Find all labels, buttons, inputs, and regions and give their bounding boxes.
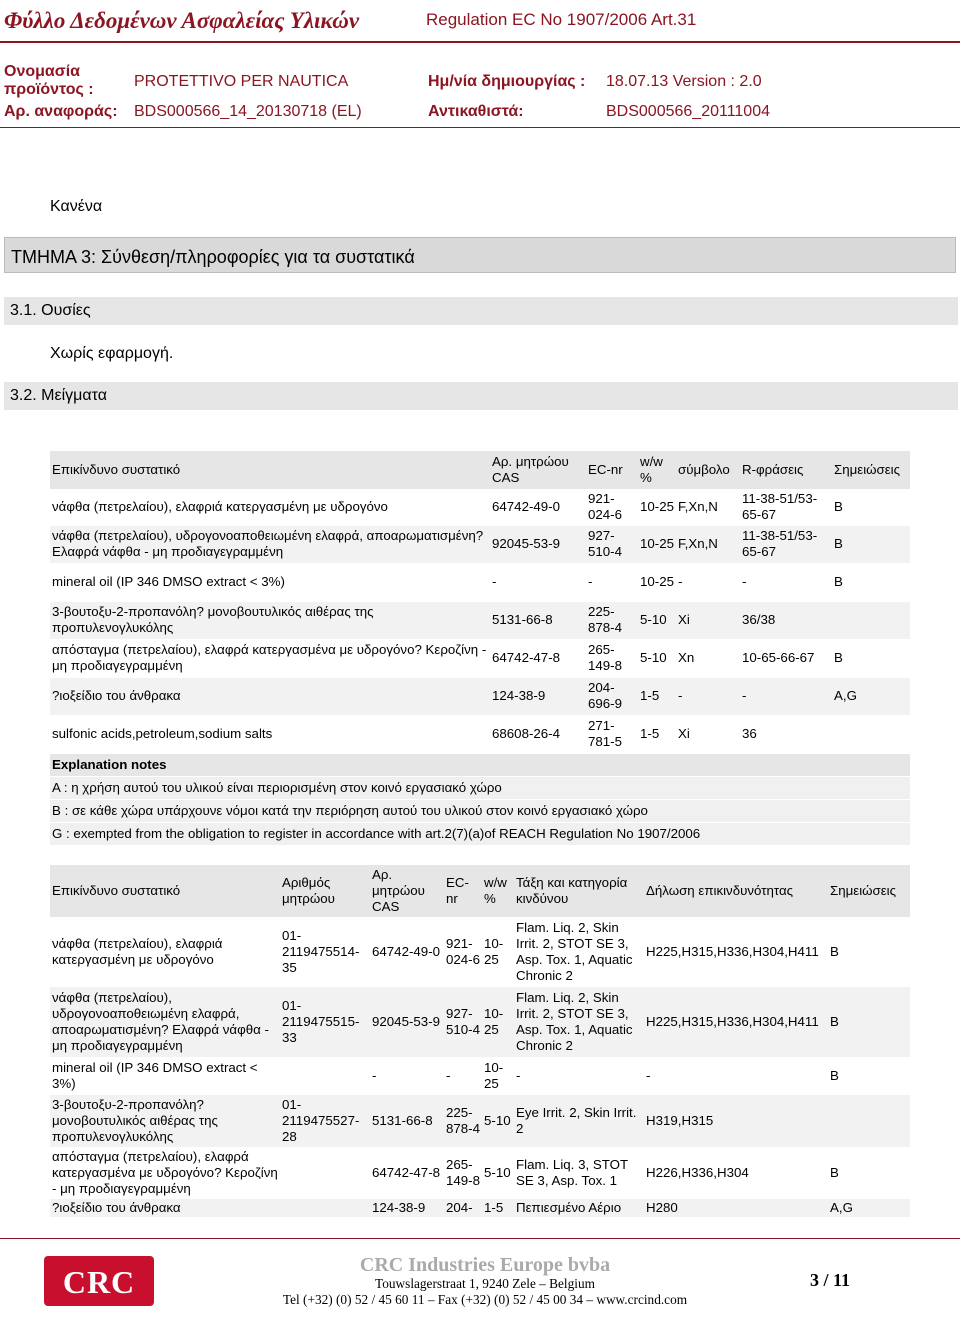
column-header: Επικίνδυνο συστατικό	[50, 451, 490, 489]
table-cell: 5-10	[484, 1165, 511, 1180]
table-cell: νάφθα (πετρελαίου), ελαφριά κατεργασμένη με υδρογόνο	[52, 936, 223, 967]
product-name: PROTETTIVO PER NAUTICA	[134, 73, 349, 90]
page-number: 3 / 11	[810, 1270, 851, 1290]
table-cell: νάφθα (πετρελαίου), ελαφριά κατεργασμένη με υδρογόνο	[50, 489, 490, 525]
table-cell: 64742-49-0	[490, 489, 586, 525]
mixtures-table-r-phrases	[50, 451, 910, 845]
table-row	[50, 525, 910, 563]
company-contact: Tel (+32) (0) 52 / 45 60 11 – Fax (+32) (0) 52 / 45 00 34 – www.crcind.com	[282, 1292, 688, 1307]
table-cell: 265-149-8	[446, 1157, 481, 1188]
table-cell: 36/38	[740, 601, 832, 639]
subsection-3-1	[4, 297, 958, 325]
column-header: Αριθμός μητρώου	[280, 865, 370, 917]
table-row	[50, 1199, 910, 1217]
table-cell: νάφθα (πετρελαίου), υδρογονοαποθειωμένη ελαφρά, αποαρωματισμένη? Ελαφρά νάφθα - μη προδιαγεγραμμένη	[52, 990, 269, 1053]
table-cell: B	[832, 639, 910, 677]
table-cell: -	[372, 1068, 377, 1083]
none-text: Κανένα	[50, 198, 103, 215]
creation-date-label: Ημ/νία δημιουργίας :	[428, 73, 586, 90]
document-title: Φύλλο Δεδομένων Ασφαλείας Υλικών	[4, 8, 360, 33]
table-cell: Eye Irrit. 2, Skin Irrit. 2	[516, 1105, 637, 1136]
table-cell: 204-696-9	[586, 677, 638, 715]
page-break-mask	[0, 1220, 960, 1238]
table-cell: 1-5	[638, 677, 676, 715]
table-cell: B	[830, 1165, 839, 1180]
table-cell	[832, 715, 910, 753]
table-cell: 64742-47-8	[490, 639, 586, 677]
table-cell: Flam. Liq. 2, Skin Irrit. 2, STOT SE 3, Asp. Tox. 1, Aquatic Chronic 2	[516, 920, 633, 983]
table-cell: -	[676, 677, 740, 715]
table-cell: 10-65-66-67	[740, 639, 832, 677]
table-cell: B	[830, 944, 839, 959]
table-cell: 10-25	[484, 1006, 504, 1037]
table-cell: 10-25	[484, 936, 504, 967]
table-cell: -	[490, 563, 586, 601]
table-cell	[280, 1147, 370, 1199]
crc-logo	[44, 1256, 154, 1306]
column-header: EC-nr	[444, 865, 482, 917]
table-cell: -	[586, 563, 638, 601]
table-cell: Πεπιεσμένο Αέριο	[516, 1200, 622, 1215]
table-cell: Xi	[676, 715, 740, 753]
table-row	[50, 917, 910, 987]
table-cell: 271-781-5	[586, 715, 638, 753]
table-cell: A,G	[830, 1200, 853, 1215]
table-cell: 3-βουτοξυ-2-προπανόλη? μονοβουτυλικός αιθέρας της προπυλενογλυκόλης	[50, 601, 490, 639]
section-3-title: ΤΜΗΜΑ 3: Σύνθεση/πληροφορίες για τα συστατικά	[11, 247, 415, 267]
table-cell: απόσταγμα (πετρελαίου), ελαφρά κατεργασμένα με υδρογόνο? Κεροζίνη - μη προδιαγεγραμμένη	[50, 639, 490, 677]
column-header: Σημειώσεις	[832, 451, 910, 489]
table-cell: 10-25	[484, 1060, 504, 1091]
table-cell: 5-10	[638, 601, 676, 639]
table-cell: 5131-66-8	[372, 1113, 433, 1128]
table-cell: 5131-66-8	[490, 601, 586, 639]
reference-label: Αρ. αναφοράς:	[4, 103, 118, 120]
table-cell: 01-2119475527-28	[282, 1097, 360, 1144]
table-cell: 225-878-4	[586, 601, 638, 639]
table-cell: H280	[646, 1200, 678, 1215]
table-cell: 5-10	[484, 1113, 511, 1128]
table-cell: B	[832, 489, 910, 525]
column-header: σύμβολο	[676, 451, 740, 489]
table-cell: 927-510-4	[586, 525, 638, 563]
column-header: Αρ. μητρώου CAS	[490, 451, 586, 489]
table-cell: 124-38-9	[490, 677, 586, 715]
column-header: R-φράσεις	[740, 451, 832, 489]
table-row	[50, 563, 910, 601]
table-cell: -	[740, 563, 832, 601]
column-header: Αρ. μητρώου CAS	[370, 865, 444, 917]
table-header-row	[50, 451, 910, 489]
note-row	[50, 822, 910, 845]
table-cell: F,Xn,N	[676, 525, 740, 563]
column-header: Τάξη και κατηγορία κινδύνου	[514, 865, 644, 917]
header-divider	[0, 41, 960, 43]
table-cell: F,Xn,N	[676, 489, 740, 525]
table-cell: 1-5	[484, 1200, 504, 1215]
table-cell: 68608-26-4	[490, 715, 586, 753]
table-cell: A,G	[832, 677, 910, 715]
subsection-3-2-title: 3.2. Μείγματα	[10, 387, 107, 404]
column-header: EC-nr	[586, 451, 638, 489]
table-cell: -	[676, 563, 740, 601]
table-cell: 225-878-4	[446, 1105, 481, 1136]
table-cell	[828, 1095, 910, 1147]
table-header-row	[50, 865, 910, 917]
table-row	[50, 1057, 910, 1095]
not-applicable-text: Χωρίς εφαρμογή.	[50, 345, 174, 362]
table-cell: Xi	[676, 601, 740, 639]
column-header: Σημειώσεις	[828, 865, 910, 917]
table-cell: 10-25	[638, 525, 676, 563]
table-cell: B	[832, 525, 910, 563]
table-cell: H319,H315	[646, 1113, 714, 1128]
table-row	[50, 987, 910, 1057]
company-name: CRC Industries Europe bvba	[359, 1254, 611, 1276]
table-row	[50, 601, 910, 639]
table-cell: 11-38-51/53-65-67	[740, 525, 832, 563]
table-cell: 92045-53-9	[372, 1014, 441, 1029]
table-row	[50, 1147, 910, 1199]
table-row	[50, 715, 910, 753]
note-row	[50, 776, 910, 799]
table-cell: mineral oil (IP 346 DMSO extract < 3%)	[50, 563, 490, 601]
table-cell: 3-βουτοξυ-2-προπανόλη? μονοβουτυλικός αιθέρας της προπυλενογλυκόλης	[52, 1097, 218, 1144]
table-cell	[832, 601, 910, 639]
table-cell: 204-	[446, 1200, 473, 1215]
table-cell: απόσταγμα (πετρελαίου), ελαφρά κατεργασμένα με υδρογόνο? Κεροζίνη - μη προδιαγεγραμμένη	[52, 1149, 278, 1196]
table-row	[50, 677, 910, 715]
table-cell: 927-510-4	[446, 1006, 481, 1037]
table-cell	[280, 1199, 370, 1217]
table-cell: 5-10	[638, 639, 676, 677]
regulation-ref: Regulation EC No 1907/2006 Art.31	[426, 10, 697, 29]
table-cell: ?ιοξείδιο του άνθρακα	[50, 677, 490, 715]
table-row	[50, 1095, 910, 1147]
explanation-notes-header	[50, 753, 910, 776]
replaces-value: BDS000566_20111004	[606, 103, 770, 120]
table-cell: -	[446, 1068, 451, 1083]
creation-date: 18.07.13 Version : 2.0	[606, 73, 762, 90]
table-cell: 265-149-8	[586, 639, 638, 677]
note-b: B : σε κάθε χώρα υπάρχουνε νόμοι κατά την περιόρηση αυτού του υλικού στον κοινό εργασιακό χώρο	[50, 799, 910, 822]
column-header: w/w %	[482, 865, 514, 917]
explanation-notes-title: Explanation notes	[50, 753, 910, 776]
table-cell	[280, 1057, 370, 1095]
column-header: Επικίνδυνο συστατικό	[50, 865, 280, 917]
table-cell: -	[646, 1068, 651, 1083]
company-address: Touwslagerstraat 1, 9240 Zele – Belgium	[375, 1276, 595, 1291]
table-cell: ?ιοξείδιο του άνθρακα	[52, 1200, 181, 1215]
table-cell: 1-5	[638, 715, 676, 753]
table-cell: 01-2119475514-35	[282, 928, 360, 975]
replaces-label: Αντικαθιστά:	[428, 103, 524, 120]
table-cell: -	[516, 1068, 521, 1083]
table-cell: H226,H336,H304	[646, 1165, 749, 1180]
footer-divider	[0, 1238, 960, 1239]
table-cell: 64742-47-8	[372, 1165, 441, 1180]
column-header: w/w %	[638, 451, 676, 489]
table-cell: B	[832, 563, 910, 601]
table-cell: -	[740, 677, 832, 715]
table-row	[50, 489, 910, 525]
note-a: A : η χρήση αυτού του υλικού είναι περιορισμένη στον κοινό εργασιακό χώρο	[50, 776, 910, 799]
table-cell: 921-024-6	[586, 489, 638, 525]
header-bottom-divider	[0, 127, 960, 128]
table-cell: Xn	[676, 639, 740, 677]
table-cell: B	[830, 1014, 839, 1029]
table-cell: 36	[740, 715, 832, 753]
note-row	[50, 799, 910, 822]
product-name-label: Ονομασία προϊόντος :	[4, 63, 94, 98]
table-cell: sulfonic acids,petroleum,sodium salts	[50, 715, 490, 753]
table-cell: B	[830, 1068, 839, 1083]
table-cell: 01-2119475515-33	[282, 998, 360, 1045]
table-cell: 10-25	[638, 563, 676, 601]
mixtures-table-clp	[50, 865, 910, 1217]
table-cell: 10-25	[638, 489, 676, 525]
table-cell: 921-024-6	[446, 936, 481, 967]
table-cell: 11-38-51/53-65-67	[740, 489, 832, 525]
subsection-3-1-title: 3.1. Ουσίες	[10, 302, 91, 319]
subsection-3-2	[4, 382, 958, 410]
table-cell: Flam. Liq. 3, STOT SE 3, Asp. Tox. 1	[516, 1157, 628, 1188]
note-g: G : exempted from the obligation to register in accordance with art.2(7)(a)of REACH Regulation No 1907/2006	[50, 822, 910, 845]
table-cell: νάφθα (πετρελαίου), υδρογονοαποθειωμένη ελαφρά, αποαρωματισμένη? Ελαφρά νάφθα - μη προδιαγεγραμμένη	[50, 525, 490, 563]
section-3-heading	[4, 237, 956, 273]
table-cell: H225,H315,H336,H304,H411	[646, 1014, 819, 1029]
reference-number: BDS000566_14_20130718 (EL)	[134, 103, 362, 120]
table-cell: 92045-53-9	[490, 525, 586, 563]
table-cell: Flam. Liq. 2, Skin Irrit. 2, STOT SE 3, Asp. Tox. 1, Aquatic Chronic 2	[516, 990, 633, 1053]
table-cell: 124-38-9	[372, 1200, 426, 1215]
table-cell: H225,H315,H336,H304,H411	[646, 944, 819, 959]
table-cell: mineral oil (IP 346 DMSO extract < 3%)	[52, 1060, 258, 1091]
table-cell: 64742-49-0	[372, 944, 441, 959]
column-header: Δήλωση επικινδυνότητας	[644, 865, 828, 917]
table-row	[50, 639, 910, 677]
logo-text: CRC	[62, 1264, 136, 1300]
